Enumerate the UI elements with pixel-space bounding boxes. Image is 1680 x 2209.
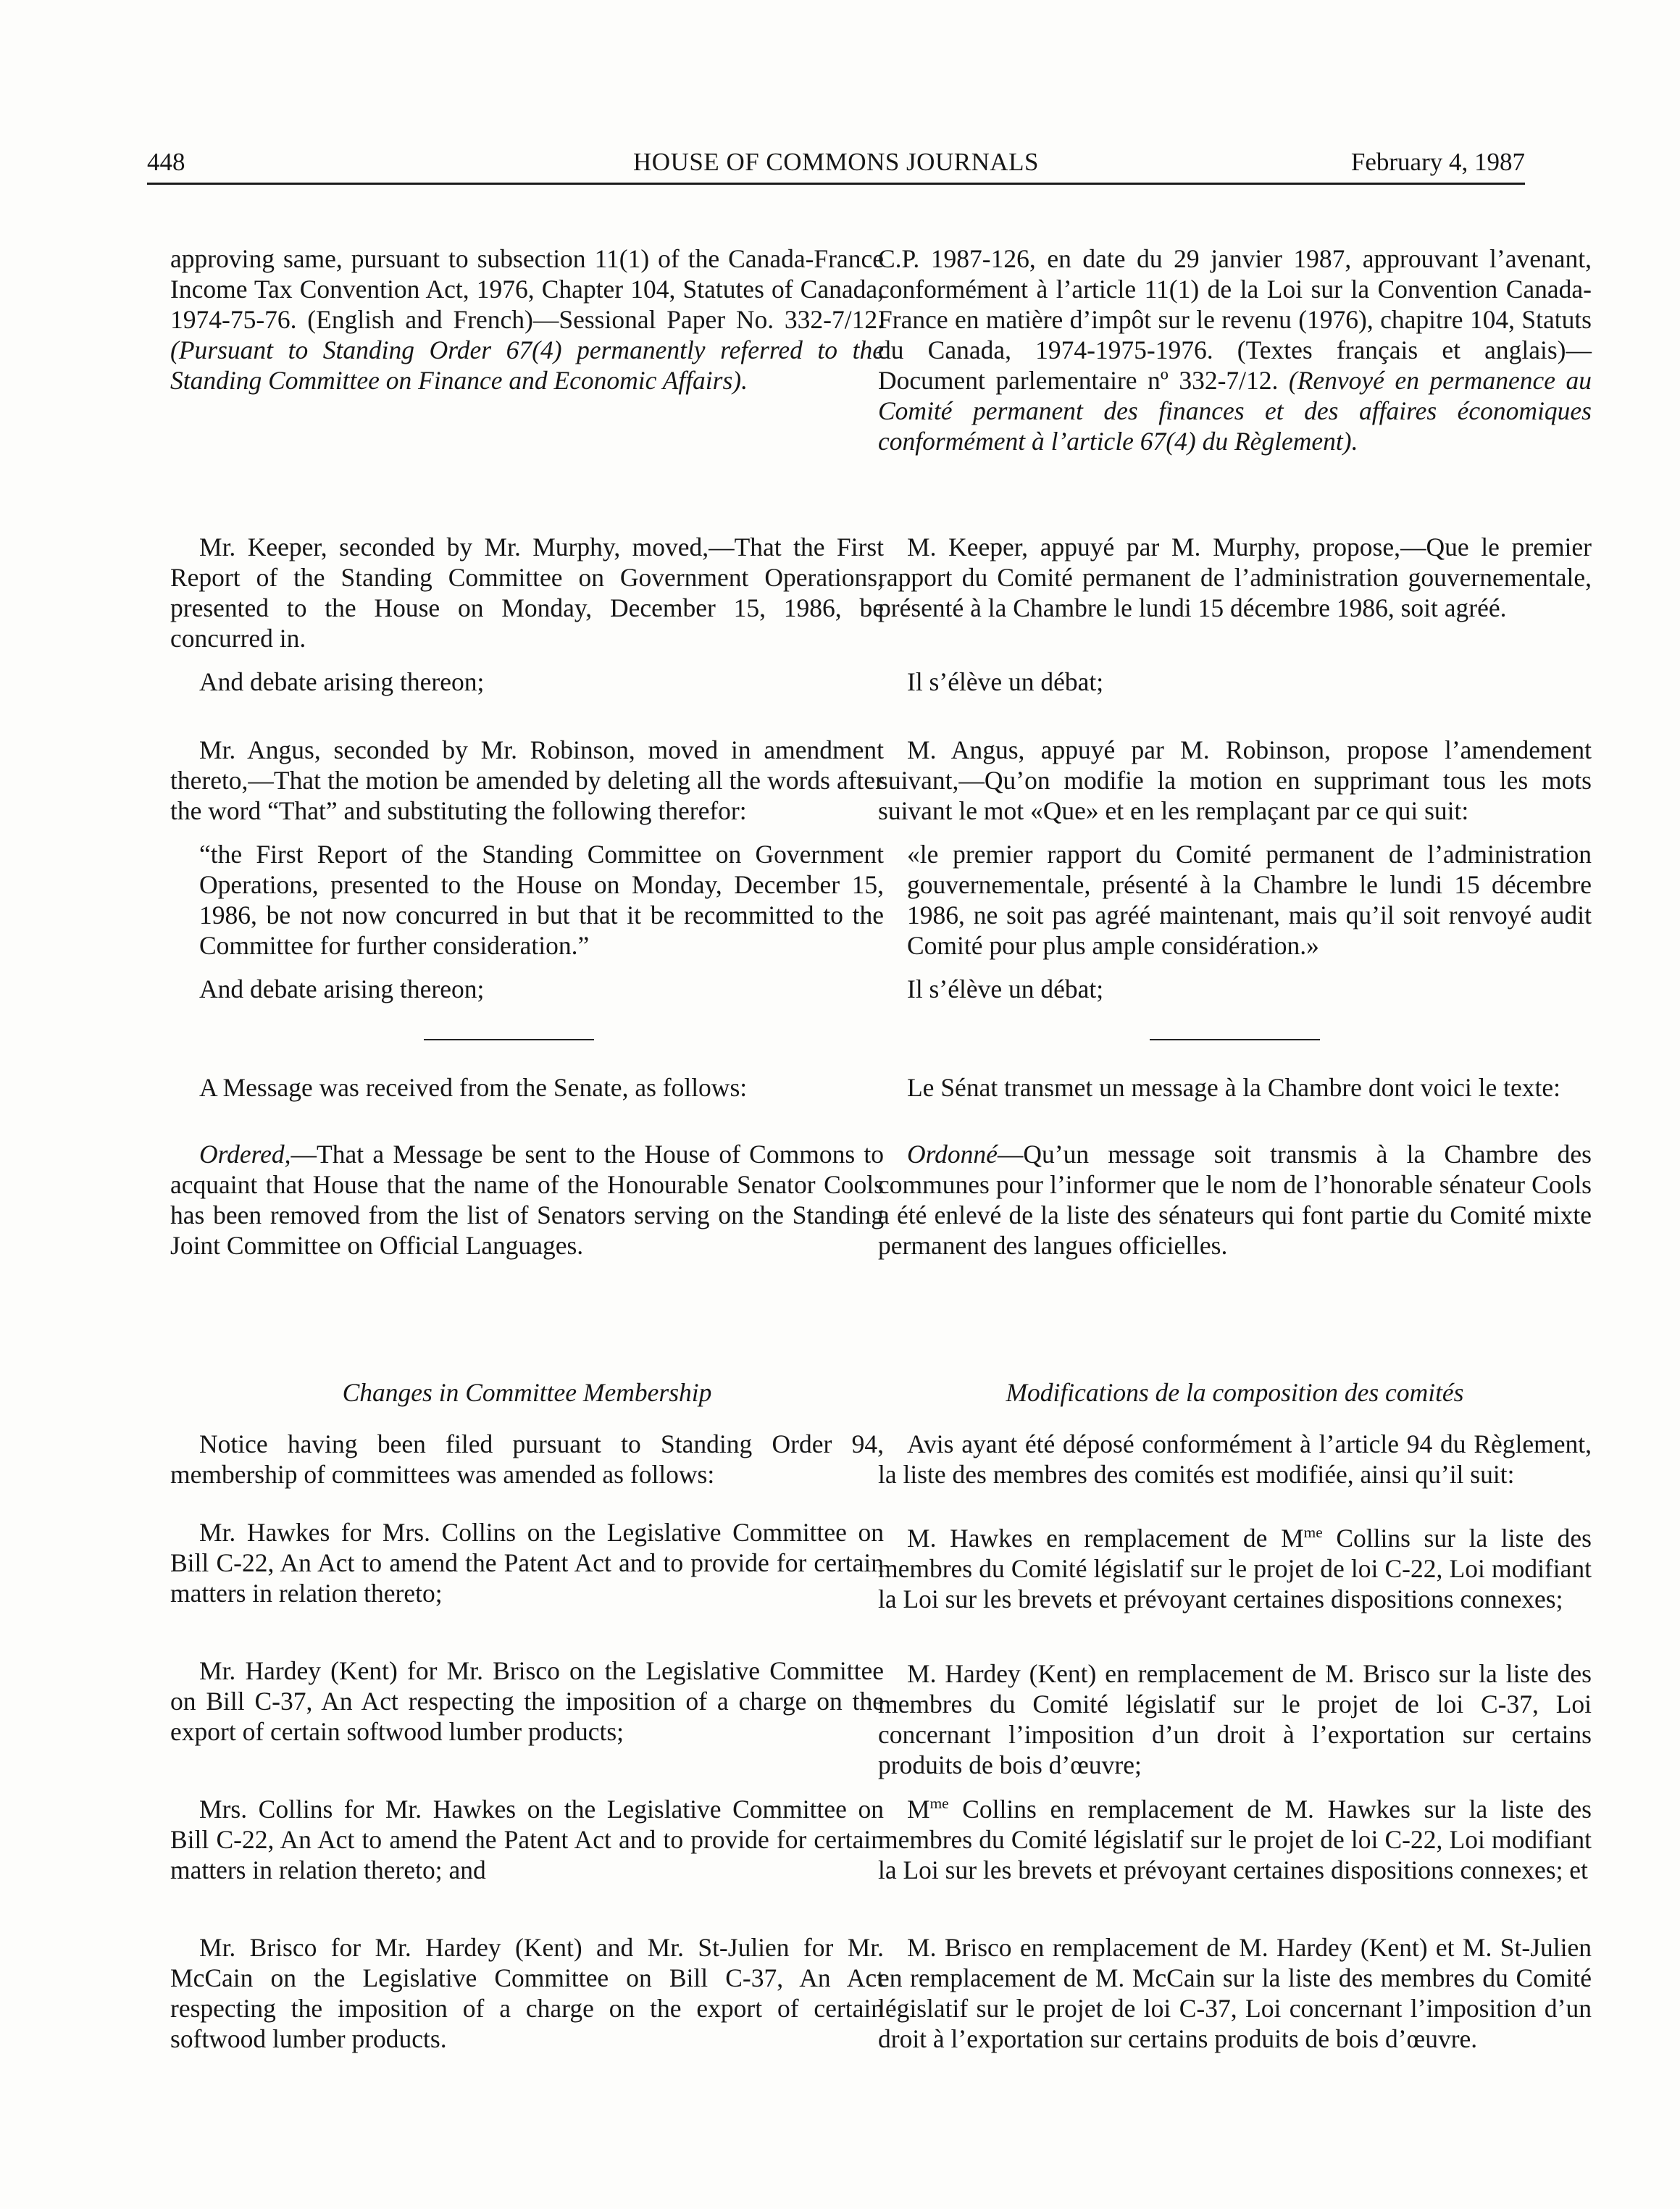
header-date: February 4, 1987 (1350, 148, 1525, 176)
debate-paragraph: Il s’élève un débat; (907, 974, 1104, 1003)
page-header (147, 146, 1525, 185)
keeper-motion-paragraph: Mr. Keeper, seconded by Mr. Murphy, moved,—That the First Report of the Standing Committee on Government Operations, presented to the House on Monday, December 15, 1986, be concurred in. (170, 533, 884, 653)
referral-note: (Pursuant to Standing Order 67(4) permanently referred to the Standing Committee on Finance and Economic Affairs). (170, 335, 884, 395)
angus-amendment-paragraph: M. Angus, appuyé par M. Robinson, propose l’amendement suivant,—Qu’on modifie la motion en supprimant tous les mots suivant le mot «Que» et en les remplaçant par ce qui suit: (878, 735, 1592, 825)
section-divider (424, 1039, 594, 1040)
debate-paragraph: Il s’élève un débat; (907, 667, 1104, 696)
debate-paragraph: And debate arising thereon; (199, 667, 485, 696)
membership-change-item: Mr. Hardey (Kent) for Mr. Brisco on the Legislative Committee on Bill C-37, An Act respecting the imposition of a charge on the export of certain softwood lumber products; (170, 1656, 884, 1746)
journal-title: HOUSE OF COMMONS JOURNALS (633, 148, 1039, 176)
membership-change-item: Mrs. Collins for Mr. Hawkes on the Legislative Committee on Bill C-22, An Act to amend the Patent Act and to provide for certain matters in relation thereto; and (170, 1795, 884, 1884)
amendment-quote: “the First Report of the Standing Committee on Government Operations, presented to the House on Monday, December 15, 1986, be not now concurred in but that it be recommitted to the Committee for further consideration.” (199, 840, 884, 960)
membership-change-item: M. Hawkes en remplacement de $M^{me}$ Collins sur la liste des membres du Comité législatif sur le projet de loi C-22, Loi modifiant la Loi sur les brevets et prévoyant certaines dispositions connexes; (878, 1524, 1592, 1613)
senate-message-intro: A Message was received from the Senate, as follows: (199, 1073, 748, 1102)
keeper-motion-paragraph: M. Keeper, appuyé par M. Murphy, propose,—Que le premier rapport du Comité permanent de l’administration gouvernementale, présenté à la Chambre le lundi 15 décembre 1986, soit agréé. (878, 533, 1592, 622)
senate-message-paragraph: Ordered,—That a Message be sent to the House of Commons to acquaint that House that the name of the Honourable Senator Cools has been removed from the list of Senators serving on the Standing Joint Committee on Official Languages. (170, 1140, 884, 1260)
debate-paragraph: And debate arising thereon; (199, 974, 485, 1003)
angus-amendment-paragraph: Mr. Angus, seconded by Mr. Robinson, moved in amendment thereto,—That the motion be amended by deleting all the words after the word “That” and substituting the following therefor: (170, 735, 884, 825)
membership-change-item: $M^{me}$ Collins en remplacement de M. Hawkes sur la liste des membres du Comité législatif sur le projet de loi C-22, Loi modifiant la Loi sur les brevets et prévoyant certaines dispositions connexes; et (878, 1795, 1592, 1884)
notice-paragraph: Notice having been filed pursuant to Standing Order 94, membership of committees was amended as follows: (170, 1429, 884, 1489)
membership-change-item: M. Hardey (Kent) en remplacement de M. Brisco sur la liste des membres du Comité législatif sur le projet de loi C-37, Loi concernant l’imposition d’un droit à l’exportation sur certains produits de bois d’œuvre; (878, 1659, 1592, 1779)
notice-paragraph: Avis ayant été déposé conformément à l’article 94 du Règlement, la liste des membres des comités est modifiée, ainsi qu’il suit: (878, 1429, 1592, 1489)
order-in-council-paragraph: C.P. 1987-126, en date du 29 janvier 1987, approuvant l’avenant, conformément à l’article 11(1) de la Loi sur la Convention Canada-France en matière d’impôt sur le revenu (1976), chapitre 104, Statuts du Canada, 1974-1975-1976. (Textes français et anglais)—Document parlementaire nº 332-7/12. (Renvoyé en permanence au Comité permanent des finances et des affaires économiques conformément à l’article 67(4) du Règlement). (878, 244, 1592, 456)
page-number: 448 (147, 148, 185, 176)
section-divider (1150, 1039, 1320, 1040)
membership-change-item: Mr. Hawkes for Mrs. Collins on the Legislative Committee on Bill C-22, An Act to amend the Patent Act and to provide for certain matters in relation thereto; (170, 1518, 884, 1608)
membership-change-item: M. Brisco en remplacement de M. Hardey (Kent) et M. St-Julien en remplacement de M. McCain sur la liste des membres du Comité législatif sur le projet de loi C-37, Loi concernant l’imposition d’un droit à l’exportation sur certains produits de bois d’œuvre. (878, 1933, 1592, 2053)
senate-message-paragraph: Ordonné—Qu’un message soit transmis à la Chambre des communes pour l’informer que le nom de l’honorable sénateur Cools a été enlevé de la liste des sénateurs qui font partie du Comité mixte permanent des langues officielles. (878, 1140, 1592, 1260)
membership-change-item: Mr. Brisco for Mr. Hardey (Kent) and Mr. St-Julien for Mr. McCain on the Legislative Committee on Bill C-37, An Act respecting the imposition of a charge on the export of certain softwood lumber products. (170, 1933, 884, 2053)
section-heading: Modifications de la composition des comités (1006, 1378, 1464, 1407)
senate-message-intro: Le Sénat transmet un message à la Chambre dont voici le texte: (907, 1073, 1561, 1102)
section-heading: Changes in Committee Membership (342, 1378, 712, 1407)
amendment-quote: «le premier rapport du Comité permanent de l’administration gouvernementale, présenté à la Chambre le lundi 15 décembre 1986, ne soit pas agréé maintenant, mais qu’il soit renvoyé audit Comité pour plus ample considération.» (907, 840, 1592, 960)
referral-note: (Renvoyé en permanence au Comité permanent des finances et des affaires économiques conformément à l’article 67(4) du Règlement). (878, 366, 1592, 456)
order-in-council-paragraph: approving same, pursuant to subsection 11(1) of the Canada-France Income Tax Convention Act, 1976, Chapter 104, Statutes of Canada, 1974-75-76. (English and French)—Sessional Paper No. 332-7/12. (Pursuant to Standing Order 67(4) permanently referred to the Standing Committee on Finance and Economic Affairs). (170, 244, 884, 395)
